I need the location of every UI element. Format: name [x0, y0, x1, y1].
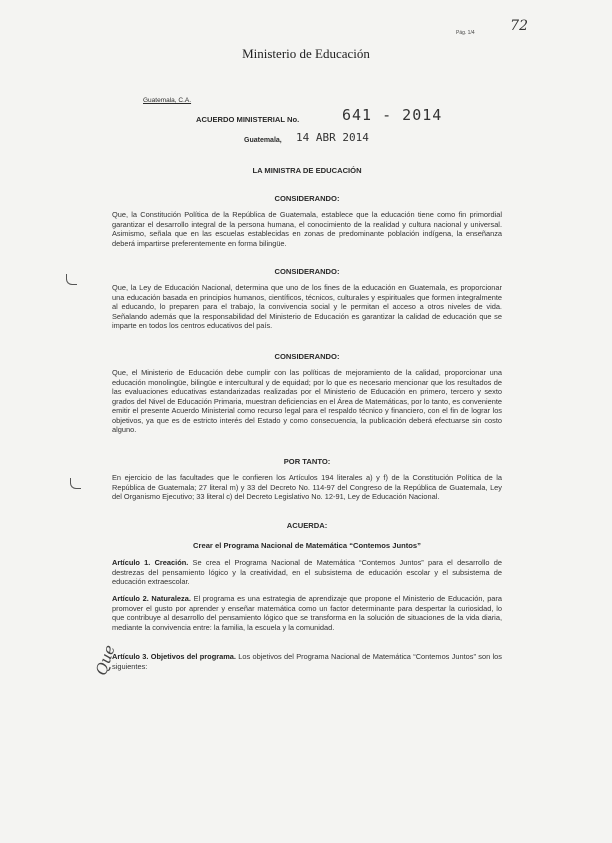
article-title: Artículo 3. Objetivos del programa.	[112, 652, 236, 661]
acuerda-heading: ACUERDA:	[286, 521, 328, 530]
article-title: Artículo 1. Creación.	[112, 558, 189, 567]
handwritten-initials: Que	[92, 642, 119, 678]
por-tanto-heading: POR TANTO:	[283, 457, 331, 466]
binder-hole-mark	[66, 274, 77, 285]
handwritten-folio-number: 72	[510, 18, 528, 34]
agreement-number-stamp: 641 - 2014	[342, 106, 443, 124]
date-place: Guatemala,	[244, 137, 282, 144]
authority-heading: LA MINISTRA DE EDUCACIÓN	[252, 166, 362, 175]
city-line: Guatemala, C.A.	[143, 97, 192, 104]
considerando-paragraph: Que, la Ley de Educación Nacional, determina que uno de los fines de la educación en Guatemala, es proporcionar una educación basada en principios humanos, científicos, técnicos, culturales y espirituales que formen integralmente al educando, lo preparen para el trabajo, la convivencia social y le permitan el acceso a otros niveles de vida. Señalando además que la responsabilidad del Ministerio de Educación es garantizar la calidad de educación que se imparte en todos los centros educativos del país.	[112, 283, 502, 330]
ministry-title: Ministerio de Educación	[242, 46, 370, 61]
considerando-heading: CONSIDERANDO:	[274, 352, 340, 361]
article-text: Se crea el Programa Nacional de Matemática “Contemos Juntos” para el desarrollo de destrezas del pensamiento lógico y la creatividad, en el subsistema de educación escolar y el subsistema de educación extraescolar.	[112, 558, 502, 586]
program-title: Crear el Programa Nacional de Matemática “Contemos Juntos”	[193, 541, 421, 550]
por-tanto-paragraph: En ejercicio de las facultades que le confieren los Artículos 194 literales a) y f) de la Constitución Política de la República de Guatemala; 27 literal m) y 33 del Decreto No. 114-97 del Congreso de la República de Guatemala, Ley del Organismo Ejecutivo; 33 literal c) del Decreto Legislativo No. 12-91, Ley de Educación Nacional.	[112, 473, 502, 501]
considerando-heading: CONSIDERANDO:	[274, 267, 340, 276]
date-stamp: 14 ABR 2014	[296, 131, 369, 144]
binder-hole-mark	[70, 478, 81, 489]
agreement-label: ACUERDO MINISTERIAL No.	[196, 115, 300, 124]
article-3	[112, 652, 502, 671]
article-title: Artículo 2. Naturaleza.	[112, 594, 191, 603]
considerando-heading: CONSIDERANDO:	[274, 194, 340, 203]
article-1	[112, 558, 502, 587]
article-text: Los objetivos del Programa Nacional de Matemática “Contemos Juntos” son los siguientes:	[112, 652, 502, 671]
article-2	[112, 594, 502, 632]
considerando-paragraph: Que, la Constitución Política de la República de Guatemala, establece que la educación tiene como fin primordial garantizar el desarrollo integral de la persona humana, el conocimiento de la realidad y cultura nacional y universal. Asimismo, señala que en las escuelas establecidas en zonas de predominante población indígena, la enseñanza deberá impartirse preferentemente en forma bilingüe.	[112, 210, 502, 248]
page-number: Pág. 1/4	[456, 30, 475, 36]
article-text: El programa es una estrategia de aprendizaje que propone el Ministerio de Educación, para promover el gusto por aprender y enseñar matemática como un factor determinante para despertar la curiosidad, lo que contribuye al desarrollo del pensamiento lógico que se transforma en la solución de situaciones de la vida diaria, mediante la convivencia entre: la familia, la escuela y la comunidad.	[112, 594, 502, 632]
considerando-paragraph: Que, el Ministerio de Educación debe cumplir con las políticas de mejoramiento de la calidad, proporcionar una educación monolingüe, bilingüe e intercultural y de equidad; por lo que es necesario mencionar que los resultados de las evaluaciones educativas estandarizadas realizadas por el Ministerio de Educación en primero, tercero y sexto grados del Nivel de Educación Primaria, muestran deficiencias en el Área de Matemáticas, por lo tanto, es conveniente emitir el presente Acuerdo Ministerial como recurso legal para el respaldo técnico y financiero, con el fin de lograr los objetivos, ya que es de estricto interés del Estado y como consecuencia, la publicación deberá efectuarse sin costo alguno.	[112, 368, 502, 434]
